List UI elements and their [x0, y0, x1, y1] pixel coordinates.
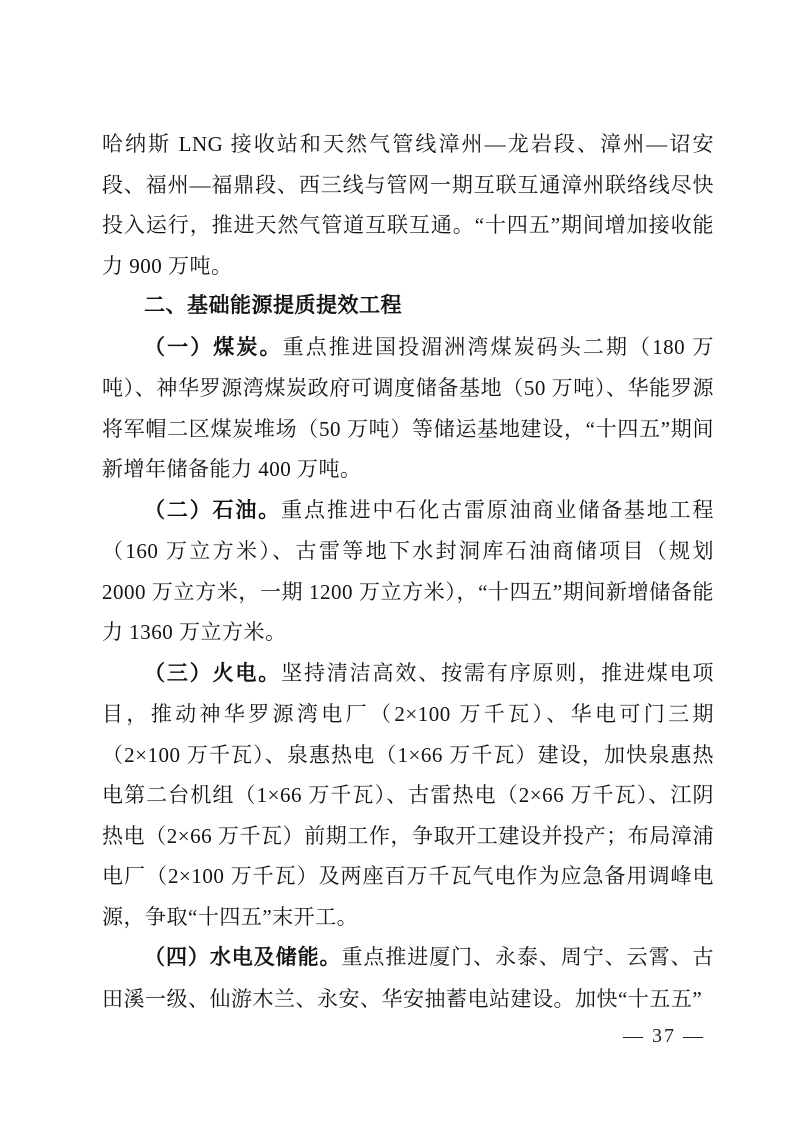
paragraph-hydro-storage-label: （四）水电及储能。 — [144, 946, 342, 969]
paragraph-oil-label: （二）石油。 — [144, 498, 282, 522]
page-number: — 37 — — [623, 1025, 705, 1047]
paragraph-coal-label: （一）煤炭。 — [144, 335, 283, 359]
paragraph-oil — [102, 490, 714, 653]
paragraph-hydro-storage — [102, 937, 714, 1019]
document-body — [102, 124, 714, 1019]
paragraph-coal-text: 重点推进国投湄洲湾煤炭码头二期（180 万吨）、神华罗源湾煤炭政府可调度储备基地（50 万吨）、华能罗源将军帽二区煤炭堆场（50 万吨）等储运基地建设，“十四五”期间新增年储备能力 400 万吨。 — [102, 334, 715, 481]
paragraph-oil-text: 重点推进中石化古雷原油商业储备基地工程（160 万立方米）、古雷等地下水封洞库石油商储项目（规划 2000 万立方米，一期 1200 万立方米），“十四五”期间新增储备能力 1360 万立方米。 — [102, 497, 714, 644]
paragraph-thermal-power-label: （三）火电。 — [144, 661, 282, 685]
paragraph-coal — [102, 327, 714, 490]
paragraph-lng-pipeline-continued: 哈纳斯 LNG 接收站和天然气管线漳州—龙岩段、漳州—诏安段、福州—福鼎段、西三线与管网一期互联互通漳州联络线尽快投入运行，推进天然气管道互联互通。“十四五”期间增加接收能力 900 万吨。 — [102, 132, 714, 278]
section-heading-basic-energy: 二、基础能源提质提效工程 — [144, 294, 402, 317]
paragraph-hydro-storage-text: 重点推进厦门、永泰、周宁、云霄、古田溪一级、仙游木兰、永安、华安抽蓄电站建设。加快“十五五” — [102, 945, 715, 1011]
paragraph-thermal-power-text: 坚持清洁高效、按需有序原则，推进煤电项目，推动神华罗源湾电厂（2×100 万千瓦）、华电可门三期（2×100 万千瓦）、泉惠热电（1×66 万千瓦）建设，加快泉惠热电第二台机组（1×66 万千瓦）、古雷热电（2×66 万千瓦）、江阴热电（2×66 万千瓦）前期工作，争取开工建设并投产；布局漳浦电厂（2×100 万千瓦）及两座百万千瓦气电作为应急备用调峰电源，争取“十四五”末开工。 — [102, 660, 714, 929]
paragraph-thermal-power — [102, 653, 714, 938]
